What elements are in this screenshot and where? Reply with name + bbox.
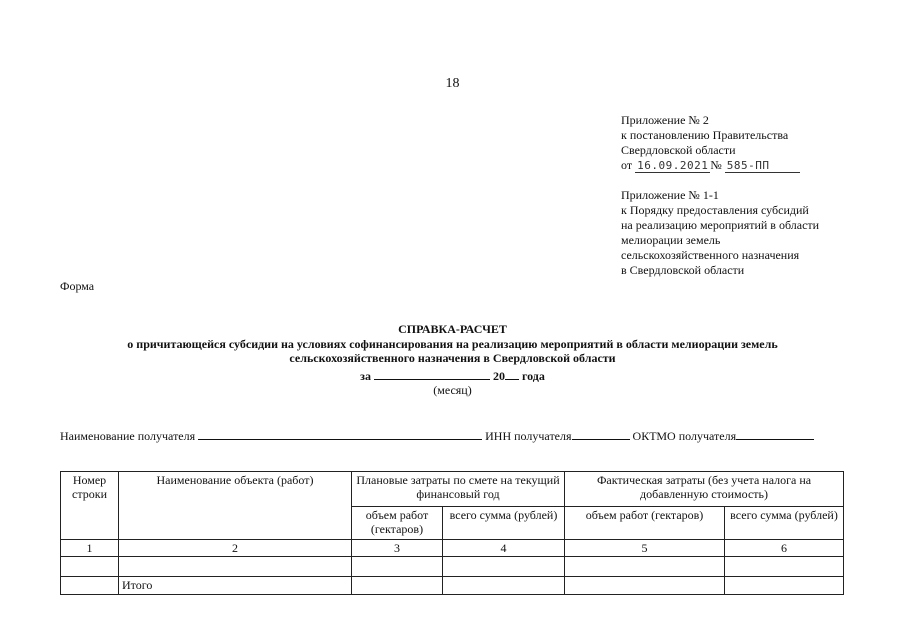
table-cell (352, 577, 443, 595)
table-cell (565, 577, 725, 595)
subheader-actual-volume: объем работ (гектаров) (565, 507, 725, 540)
decree-date: 16.09.2021 (637, 159, 709, 172)
header-actual-costs: Фактическая затраты (без учета налога на добавленную стоимость) (565, 472, 844, 507)
table-column-numbers-row (61, 540, 844, 557)
table-total-row (61, 577, 844, 595)
appendix-2-line: Свердловской области (621, 143, 736, 157)
appendix-1-1-line: сельскохозяйственного назначения (621, 248, 800, 262)
oktmo-label: ОКТМО получателя (632, 429, 737, 443)
calculation-table (60, 471, 844, 595)
column-number: 6 (725, 540, 844, 557)
subtitle-line-2: сельскохозяйственного назначения в Свердловской области (289, 351, 616, 365)
table-cell (61, 577, 119, 595)
period-suffix: года (521, 369, 545, 383)
header-planned-costs: Плановые затраты по смете на текущий финансовый год (352, 472, 565, 507)
column-number: 5 (565, 540, 725, 557)
period-prefix: за (360, 369, 371, 383)
date-prefix: от (621, 158, 633, 172)
appendix-1-1-header (621, 188, 881, 278)
month-blank (374, 368, 490, 380)
appendix-1-1-line: мелиорации земель (621, 233, 721, 247)
table-cell (61, 557, 119, 577)
recipient-name-blank (198, 428, 482, 440)
oktmo-blank (736, 428, 814, 440)
subheader-actual-sum: всего сумма (рублей) (725, 507, 844, 540)
table-row (61, 557, 844, 577)
subtitle-line-1: о причитающейся субсидии на условиях софинансирования на реализацию мероприятий в области мелиорации земель (127, 337, 778, 351)
total-label: Итого (119, 577, 352, 595)
header-row-number: Номер строки (61, 472, 119, 540)
number-prefix: № (710, 158, 722, 172)
year-blank (505, 368, 519, 380)
period-line (0, 368, 905, 383)
inn-label: ИНН получателя (485, 429, 572, 443)
appendix-2-date-line (621, 158, 881, 173)
column-number: 2 (119, 540, 352, 557)
column-number: 1 (61, 540, 119, 557)
recipient-line (60, 428, 850, 444)
table-header-row (61, 472, 844, 507)
document-subtitle (90, 337, 815, 365)
recipient-name-label: Наименование получателя (60, 429, 196, 443)
appendix-1-1-line: к Порядку предоставления субсидий (621, 203, 809, 217)
table-cell (119, 557, 352, 577)
appendix-2-line: Приложение № 2 (621, 113, 709, 127)
header-object-name: Наименование объекта (работ) (119, 472, 352, 540)
month-hint: (месяц) (433, 383, 472, 397)
column-number: 3 (352, 540, 443, 557)
appendix-1-1-line: Приложение № 1-1 (621, 188, 719, 202)
appendix-1-1-line: на реализацию мероприятий в области (621, 218, 820, 232)
document-title: СПРАВКА-РАСЧЕТ (398, 322, 507, 336)
page-number: 18 (445, 76, 460, 91)
year-prefix: 20 (492, 369, 505, 383)
decree-number: 585-ПП (725, 159, 800, 173)
table-cell (565, 557, 725, 577)
appendix-2-header (621, 113, 881, 173)
table-cell (725, 557, 844, 577)
table-cell (352, 557, 443, 577)
appendix-1-1-line: в Свердловской области (621, 263, 745, 277)
table-cell (443, 557, 565, 577)
table-cell (443, 577, 565, 595)
subheader-planned-sum: всего сумма (рублей) (443, 507, 565, 540)
form-label: Форма (60, 279, 95, 293)
subheader-planned-volume: объем работ (гектаров) (352, 507, 443, 540)
table-cell (725, 577, 844, 595)
column-number: 4 (443, 540, 565, 557)
inn-blank (572, 428, 630, 440)
appendix-2-line: к постановлению Правительства (621, 128, 789, 142)
